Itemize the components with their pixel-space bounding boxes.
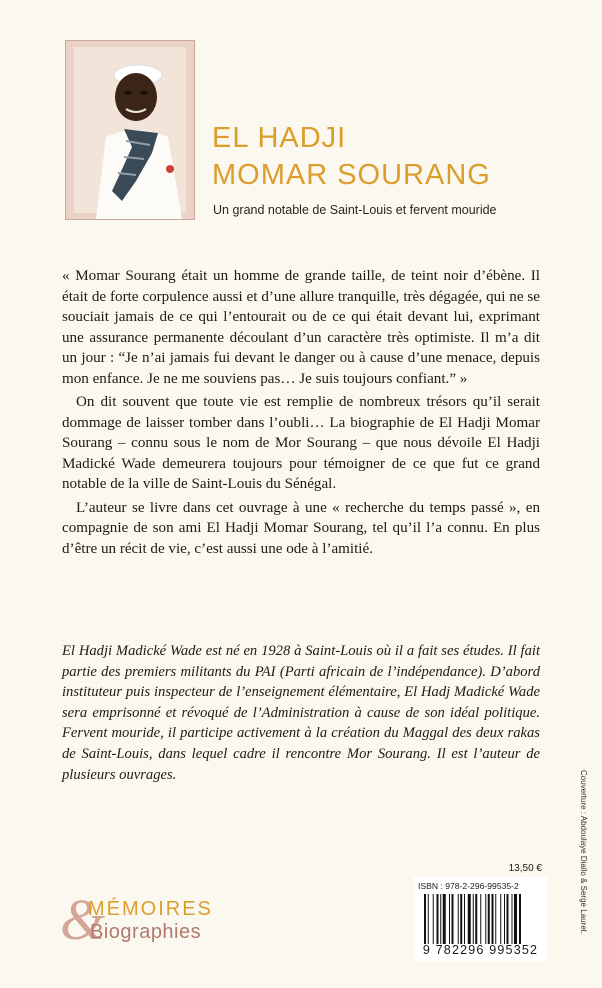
barcode-bar [473, 894, 474, 944]
barcode-bar [433, 894, 434, 944]
barcode-bar [488, 894, 490, 944]
book-subtitle: Un grand notable de Saint-Louis et fervent mouride [213, 203, 497, 217]
cover-portrait-photo [65, 40, 195, 220]
price-label: 13,50 € [508, 863, 542, 874]
back-cover-blurb [62, 266, 540, 562]
barcode-bar [428, 894, 429, 944]
barcode-bar [480, 894, 481, 944]
barcode-bar [424, 894, 426, 944]
barcode-bar [460, 894, 462, 944]
title-line-1: EL HADJI [212, 122, 347, 154]
author-bio-text: El Hadji Madické Wade est né en 1928 à Saint-Louis où il a fait ses études. Il fait partie des premiers militants du PAI (Parti africain de l’indépendance). D’abord instituteur puis inspecteur de l’enseignement élémentaire, El Hadj Madické Wade sera emprisonné et révoqué de l’Administration à cause de son idéal politique. Fervent mouride, il participe activement à la création du Maggal des deux rakas de Saint-Louis, dans lequel cadre il rencontre Mor Sourang. Il est l’auteur de plusieurs ouvrages. [62, 643, 540, 783]
portrait-illustration [66, 41, 194, 219]
cover-credit: Couverture : Abdoulaye Diallo & Serge Lauret. [579, 770, 588, 935]
collection-ampersand: & [60, 887, 106, 952]
isbn-text: ISBN : 978-2-296-99535-2 [418, 881, 519, 891]
collection-name-biographies: Biographies [90, 921, 202, 943]
barcode-bar [500, 894, 501, 944]
barcode-block [414, 877, 547, 961]
barcode-bar [468, 894, 471, 944]
barcode-bar [512, 894, 513, 944]
barcode-bar [492, 894, 494, 944]
barcode-bar [458, 894, 459, 944]
barcode-bar [514, 894, 517, 944]
barcode-bars [424, 894, 537, 944]
blurb-paragraph-2: On dit souvent que toute vie est remplie de nombreux trésors qu’il serait dommage de laisser tomber dans l’oubli… La biographie de El Hadji Momar Sourang – connu sous le nom de Mor Sourang – que nous dévoile El Hadji Madické Wade demeurera toujours pour témoigner de ce que fut ce grand notable de la ville de Saint-Louis du Sénégal. [62, 394, 540, 492]
barcode-bar [443, 894, 446, 944]
barcode-bar [504, 894, 505, 944]
barcode-bar [519, 894, 521, 944]
collection-logo [60, 887, 260, 952]
barcode-bar [464, 894, 465, 944]
barcode-bar [507, 894, 509, 944]
author-biography [62, 641, 540, 785]
barcode-bar [449, 894, 450, 944]
barcode-bar [495, 894, 496, 944]
collection-name-memoires: MÉMOIRES [88, 898, 213, 920]
book-title [212, 120, 572, 194]
barcode-bar [452, 894, 454, 944]
barcode-bar [440, 894, 441, 944]
barcode-digits: 9 782296 995352 [422, 943, 539, 957]
blurb-paragraph-1: « Momar Sourang était un homme de grande taille, de teint noir d’ébène. Il était de forte corpulence aussi et d’une allure tranquille, très dégagée, qui ne se souciait jamais de ce qui l’entourait ou de ce qui était devant lui, exprimant une assurance permanente découlant d’un caractère très optimiste. Il m’a dit un jour : “Je n’ai jamais fui devant le danger ou à cause d’une menace, depuis mon enfance. Je ne me souviens pas… Je suis toujours confiant.” » [62, 268, 540, 387]
barcode-bar [475, 894, 477, 944]
barcode-bar [437, 894, 439, 944]
blurb-paragraph-3: L’auteur se livre dans cet ouvrage à une « recherche du temps passé », en compagnie de son ami El Hadji Momar Sourang, tel qu’il l’a connu. En plus d’être un récit de vie, c’est aussi une ode à l’amitié. [62, 499, 540, 557]
title-line-2: MOMAR SOURANG [212, 159, 491, 191]
barcode-bar [485, 894, 486, 944]
